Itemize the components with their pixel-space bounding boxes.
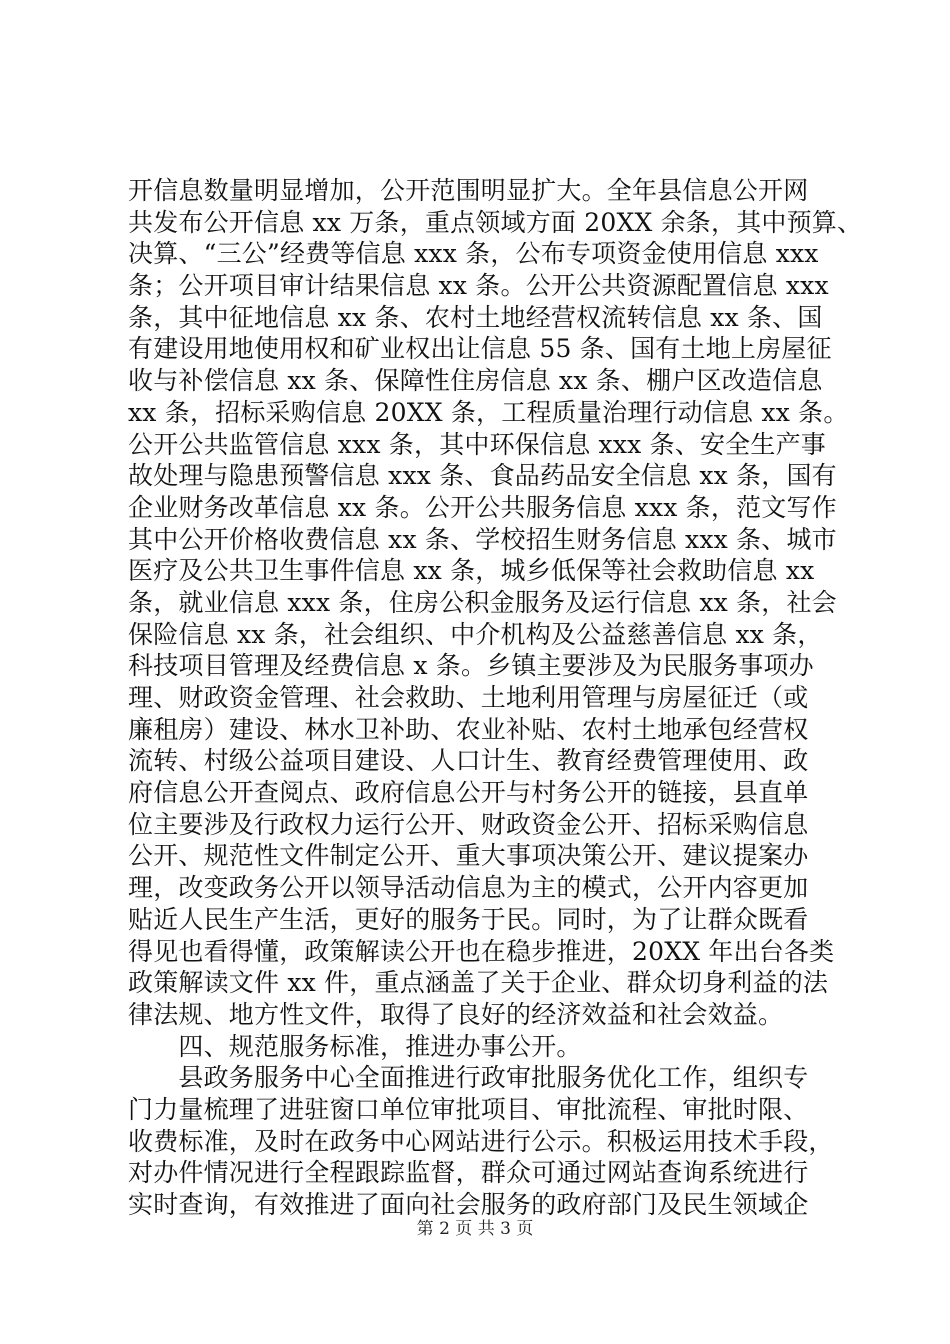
page-footer: 第 2 页 共 3 页 xyxy=(416,1219,534,1239)
text-line: 条；公开项目审计结果信息 xx 条。公开公共资源配置信息 xxx xyxy=(128,271,829,301)
text-line: 有建设用地使用权和矿业权出让信息 55 条、国有土地上房屋征 xyxy=(128,334,832,364)
text-line: 贴近人民生产生活，更好的服务于民。同时，为了让群众既看 xyxy=(128,904,809,934)
body-text xyxy=(128,175,863,1221)
text-line: 对办件情况进行全程跟踪监督，群众可通过网站查询系统进行 xyxy=(128,1158,809,1188)
text-line: 共发布公开信息 xx 万条，重点领域方面 20XX 余条，其中预算、 xyxy=(128,207,863,237)
text-line: 收与补偿信息 xx 条、保障性住房信息 xx 条、棚户区改造信息 xyxy=(128,366,823,396)
text-line: xx 条，招标采购信息 20XX 条，工程质量治理行动信息 xx 条。 xyxy=(128,397,849,427)
text-line: 公开公共监管信息 xxx 条，其中环保信息 xxx 条、安全生产事 xyxy=(128,429,826,459)
text-line: 医疗及公共卫生事件信息 xx 条，城乡低保等社会救助信息 xx xyxy=(128,556,815,586)
text-line: 廉租房）建设、林水卫补助、农业补贴、农村土地承包经营权 xyxy=(128,714,809,744)
text-line: 科技项目管理及经费信息 x 条。乡镇主要涉及为民服务事项办 xyxy=(128,651,814,681)
text-line: 其中公开价格收费信息 xx 条、学校招生财务信息 xxx 条、城市 xyxy=(128,524,837,554)
text-line: 县政务服务中心全面推进行政审批服务优化工作，组织专 xyxy=(128,1063,809,1093)
text-line: 决算、“三公”经费等信息 xxx 条，公布专项资金使用信息 xxx xyxy=(128,239,819,269)
text-line: 流转、村级公益项目建设、人口计生、教育经费管理使用、政 xyxy=(128,746,809,776)
text-line: 四、规范服务标准，推进办事公开。 xyxy=(128,1031,582,1061)
text-line: 律法规、地方性文件，取得了良好的经济效益和社会效益。 xyxy=(128,999,784,1029)
text-line: 开信息数量明显增加，公开范围明显扩大。全年县信息公开网 xyxy=(128,176,809,205)
text-line: 故处理与隐患预警信息 xxx 条、食品药品安全信息 xx 条，国有 xyxy=(128,461,837,491)
text-line: 府信息公开查阅点、政府信息公开与村务公开的链接，县直单 xyxy=(128,778,809,808)
text-line: 位主要涉及行政权力运行公开、财政资金公开、招标采购信息 xyxy=(128,809,809,839)
text-line: 条，其中征地信息 xx 条、农村土地经营权流转信息 xx 条、国 xyxy=(128,302,823,332)
text-line: 企业财务改革信息 xx 条。公开公共服务信息 xxx 条，范文写作 xyxy=(128,492,837,522)
text-line: 实时查询，有效推进了面向社会服务的政府部门及民生领域企 xyxy=(128,1190,809,1219)
text-line: 门力量梳理了进驻窗口单位审批项目、审批流程、审批时限、 xyxy=(128,1094,809,1124)
text-line: 政策解读文件 xx 件，重点涵盖了关于企业、群众切身利益的法 xyxy=(128,968,829,998)
text-line: 理，改变政务公开以领导活动信息为主的模式，公开内容更加 xyxy=(128,873,809,903)
text-line: 保险信息 xx 条，社会组织、中介机构及公益慈善信息 xx 条， xyxy=(128,619,823,649)
text-line: 收费标准，及时在政务中心网站进行公示。积极运用技术手段， xyxy=(128,1126,834,1156)
text-line: 得见也看得懂，政策解读公开也在稳步推进，20XX 年出台各类 xyxy=(128,936,835,966)
text-line: 公开、规范性文件制定公开、重大事项决策公开、建议提案办 xyxy=(128,841,809,871)
text-line: 条，就业信息 xxx 条，住房公积金服务及运行信息 xx 条，社会 xyxy=(128,587,837,617)
text-line: 理、财政资金管理、社会救助、土地利用管理与房屋征迁（或 xyxy=(128,683,809,712)
